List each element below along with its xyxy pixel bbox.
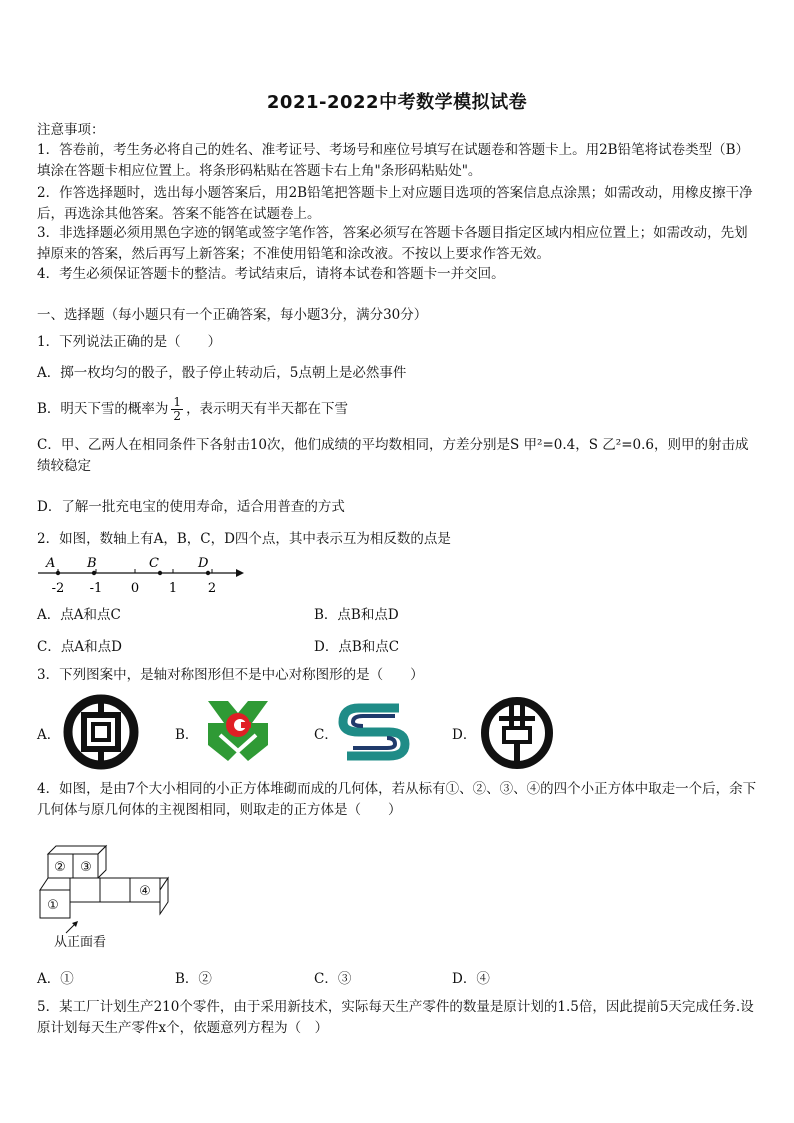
notice-item-3: 3．非选择题必须用黑色字迹的钢笔或签字笔作答，答案必须写在答题卡各题目指定区域内相应位置上；如需改动，先划掉原来的答案，然后再写上新答案；不准使用铅笔和涂改液。不按以上要求作答无效。 (37, 225, 748, 262)
q1-option-b (37, 390, 759, 428)
notice-item-2: 2．作答选择题时，选出每小题答案后，用2B铅笔把答题卡上对应题目选项的答案信息点涂黑；如需改动，用橡皮擦干净后，再选涂其他答案。答案不能答在试题卷上。 (37, 185, 753, 222)
tick-label: 2 (207, 581, 217, 596)
cube-label: ② (54, 860, 66, 875)
q3-label-d: D． (452, 727, 477, 743)
q2-option-b: B．点B和点D (314, 607, 399, 623)
s-logo-icon (337, 700, 413, 764)
figure-caption: 从正面看 (54, 935, 107, 950)
q2-option-d: D．点B和点C (314, 639, 400, 655)
bank-of-china-logo-icon (478, 694, 556, 772)
point-label-b: B (87, 556, 97, 571)
q1-stem: 1．下列说法正确的是（ ） (37, 334, 222, 350)
notice-item-4: 4．考生必须保证答题卡的整洁。考试结束后，请将本试卷和答题卡一并交回。 (37, 266, 505, 282)
notice-item-1: 1．答卷前，考生务必将自己的姓名、准考证号、考场号和座位号填写在试题卷和答题卡上。用2B铅笔将试卷类型（B）填涂在答题卡相应位置上。将条形码粘贴在答题卡右上角"条形码粘贴处"。 (37, 142, 750, 179)
q4-option-a: A．① (37, 971, 74, 987)
q1-option-a: A．掷一枚均匀的骰子，骰子停止转动后，5点朝上是必然事件 (37, 365, 407, 381)
tick-label: -2 (51, 581, 65, 596)
cube-back (70, 878, 100, 902)
fraction-numerator: 1 (173, 395, 182, 409)
q3-stem: 3．下列图案中，是轴对称图形但不是中心对称图形的是（ ） (37, 667, 424, 683)
tick-label: -1 (89, 581, 103, 596)
number-line (36, 553, 246, 597)
cube-label: ③ (80, 860, 92, 875)
fraction (171, 396, 183, 423)
section-heading: 一、选择题（每小题只有一个正确答案，每小题3分，满分30分） (37, 307, 428, 323)
agricultural-bank-logo-icon (202, 695, 274, 767)
q5-stem: 5．某工厂计划生产210个零件，由于采用新技术，实际每天生产零件的数量是原计划的1.5倍，因此提前5天完成任务.设原计划每天生产零件x个，依题意列方程为（ ） (37, 999, 754, 1036)
point-label-c: C (149, 556, 159, 571)
cube-label: ① (47, 898, 59, 913)
q4-option-d: D．④ (452, 971, 490, 987)
cube-top-face (48, 846, 106, 854)
q1-option-c: C．甲、乙两人在相同条件下各射击10次，他们成绩的平均数相同，方差分别是S 甲²=0.4，S 乙²=0.6，则甲的射击成绩较稳定 (37, 437, 749, 474)
cube-back (100, 878, 130, 902)
cube-label: ④ (139, 884, 151, 899)
q2-option-a: A．点A和点C (37, 607, 121, 623)
tick-label: 0 (130, 581, 140, 596)
axis-arrow (236, 569, 244, 577)
point-c (158, 571, 162, 575)
q1-option-b-text-post: ，表示明天有半天都在下雪 (186, 401, 349, 417)
notice-heading: 注意事项： (37, 122, 105, 138)
q4-option-c: C．③ (314, 971, 352, 987)
fraction-denominator: 2 (173, 409, 182, 423)
q3-label-c: C． (314, 727, 338, 743)
point-label-d: D (198, 556, 209, 571)
q4-option-b: B．② (175, 971, 212, 987)
q1-option-d: D．了解一批充电宝的使用寿命，适合用普查的方式 (37, 499, 345, 515)
q3-label-b: B． (175, 727, 199, 743)
coin-logo-icon (62, 693, 140, 771)
tick-label: 1 (168, 581, 178, 596)
point-label-a: A (46, 556, 56, 571)
q2-stem: 2．如图，数轴上有A，B，C，D四个点，其中表示互为相反数的点是 (37, 531, 451, 547)
q4-stem: 4．如图，是由7个大小相同的小正方体堆砌而成的几何体，若从标有①、②、③、④的四个小正方体中取走一个后，余下几何体与原几何体的主视图相同，则取走的正方体是（ ） (37, 781, 757, 818)
point-d (206, 571, 210, 575)
page-title: 2021-2022中考数学模拟试卷 (266, 92, 528, 113)
q1-option-b-text: B．明天下雪的概率为 (37, 401, 169, 417)
q2-option-c: C．点A和点D (37, 639, 122, 655)
q3-label-a: A． (37, 727, 61, 743)
